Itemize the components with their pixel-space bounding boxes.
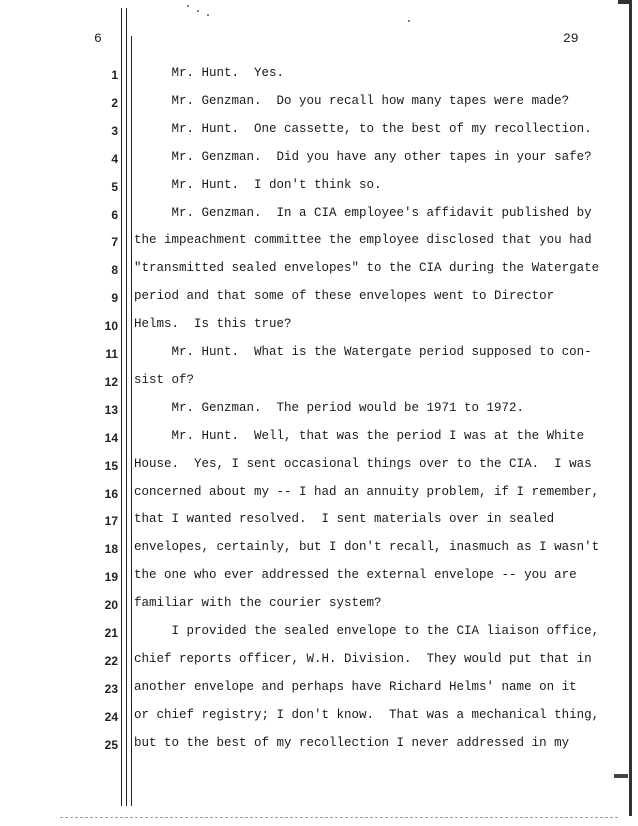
transcript-line: another envelope and perhaps have Richard Helms' name on it (134, 680, 577, 694)
transcript-line: the impeachment committee the employee disclosed that you had (134, 233, 592, 247)
line-number: 21 (104, 626, 118, 640)
line-number: 13 (104, 403, 118, 417)
line-number: 7 (111, 235, 118, 249)
transcript-line: chief reports officer, W.H. Division. They would put that in (134, 652, 592, 666)
line-number: 5 (111, 180, 118, 194)
scan-speck (197, 10, 199, 12)
line-number: 25 (104, 738, 118, 752)
line-number: 11 (105, 347, 118, 361)
page-number: 29 (563, 31, 579, 46)
transcript-line: I provided the sealed envelope to the CIA liaison office, (134, 624, 600, 638)
transcript-line: Mr. Hunt. Well, that was the period I was at the White (134, 429, 585, 443)
transcript-line: but to the best of my recollection I never addressed in my (134, 736, 570, 750)
transcript-line: that I wanted resolved. I sent materials over in sealed (134, 512, 555, 526)
scan-bottom-noise (60, 817, 618, 820)
line-number: 12 (104, 375, 118, 389)
transcript-line: Mr. Hunt. What is the Watergate period supposed to con- (134, 345, 592, 359)
margin-rule-middle (126, 8, 127, 806)
line-number: 9 (111, 291, 118, 305)
line-number: 17 (104, 514, 118, 528)
line-number: 16 (104, 487, 118, 501)
scan-speck (187, 5, 189, 7)
transcript-line: Mr. Hunt. One cassette, to the best of my recollection. (134, 122, 592, 136)
line-number: 24 (104, 710, 118, 724)
margin-rule-inner (131, 36, 132, 806)
scan-speck (207, 14, 209, 16)
line-number: 4 (111, 152, 118, 166)
right-top-mark (618, 0, 632, 4)
line-number: 15 (104, 459, 118, 473)
line-number: 20 (104, 598, 118, 612)
right-edge-rule (629, 0, 632, 816)
line-number: 2 (111, 96, 118, 110)
scan-speck (408, 20, 410, 22)
line-number: 8 (111, 263, 118, 277)
line-number: 6 (111, 208, 118, 222)
line-number: 1 (111, 68, 118, 82)
transcript-line: the one who ever addressed the external envelope -- you are (134, 568, 577, 582)
transcript-line: Mr. Genzman. Do you recall how many tapes were made? (134, 94, 570, 108)
transcript-line: familiar with the courier system? (134, 596, 382, 610)
transcript-line: "transmitted sealed envelopes" to the CIA during the Watergate (134, 261, 600, 275)
transcript-line: Mr. Genzman. Did you have any other tapes in your safe? (134, 150, 592, 164)
line-number: 10 (104, 319, 118, 333)
transcript-line: Mr. Genzman. The period would be 1971 to 1972. (134, 401, 525, 415)
transcript-line: concerned about my -- I had an annuity problem, if I remember, (134, 485, 600, 499)
line-number: 19 (104, 570, 118, 584)
left-header-number: 6 (94, 31, 102, 46)
transcript-line: Helms. Is this true? (134, 317, 292, 331)
transcript-line: period and that some of these envelopes went to Director (134, 289, 555, 303)
transcript-line: Mr. Genzman. In a CIA employee's affidavit published by (134, 206, 592, 220)
right-bottom-mark (614, 774, 628, 778)
line-number: 3 (111, 124, 118, 138)
margin-rule-outer (121, 8, 122, 806)
transcript-line: envelopes, certainly, but I don't recall, inasmuch as I wasn't (134, 540, 600, 554)
transcript-line: sist of? (134, 373, 195, 387)
line-number: 23 (104, 682, 118, 696)
line-number: 22 (104, 654, 118, 668)
line-number: 18 (104, 542, 118, 556)
transcript-line: or chief registry; I don't know. That was a mechanical thing, (134, 708, 600, 722)
line-number: 14 (104, 431, 118, 445)
transcript-line: Mr. Hunt. I don't think so. (134, 178, 382, 192)
transcript-line: Mr. Hunt. Yes. (134, 66, 285, 80)
transcript-line: House. Yes, I sent occasional things over to the CIA. I was (134, 457, 592, 471)
